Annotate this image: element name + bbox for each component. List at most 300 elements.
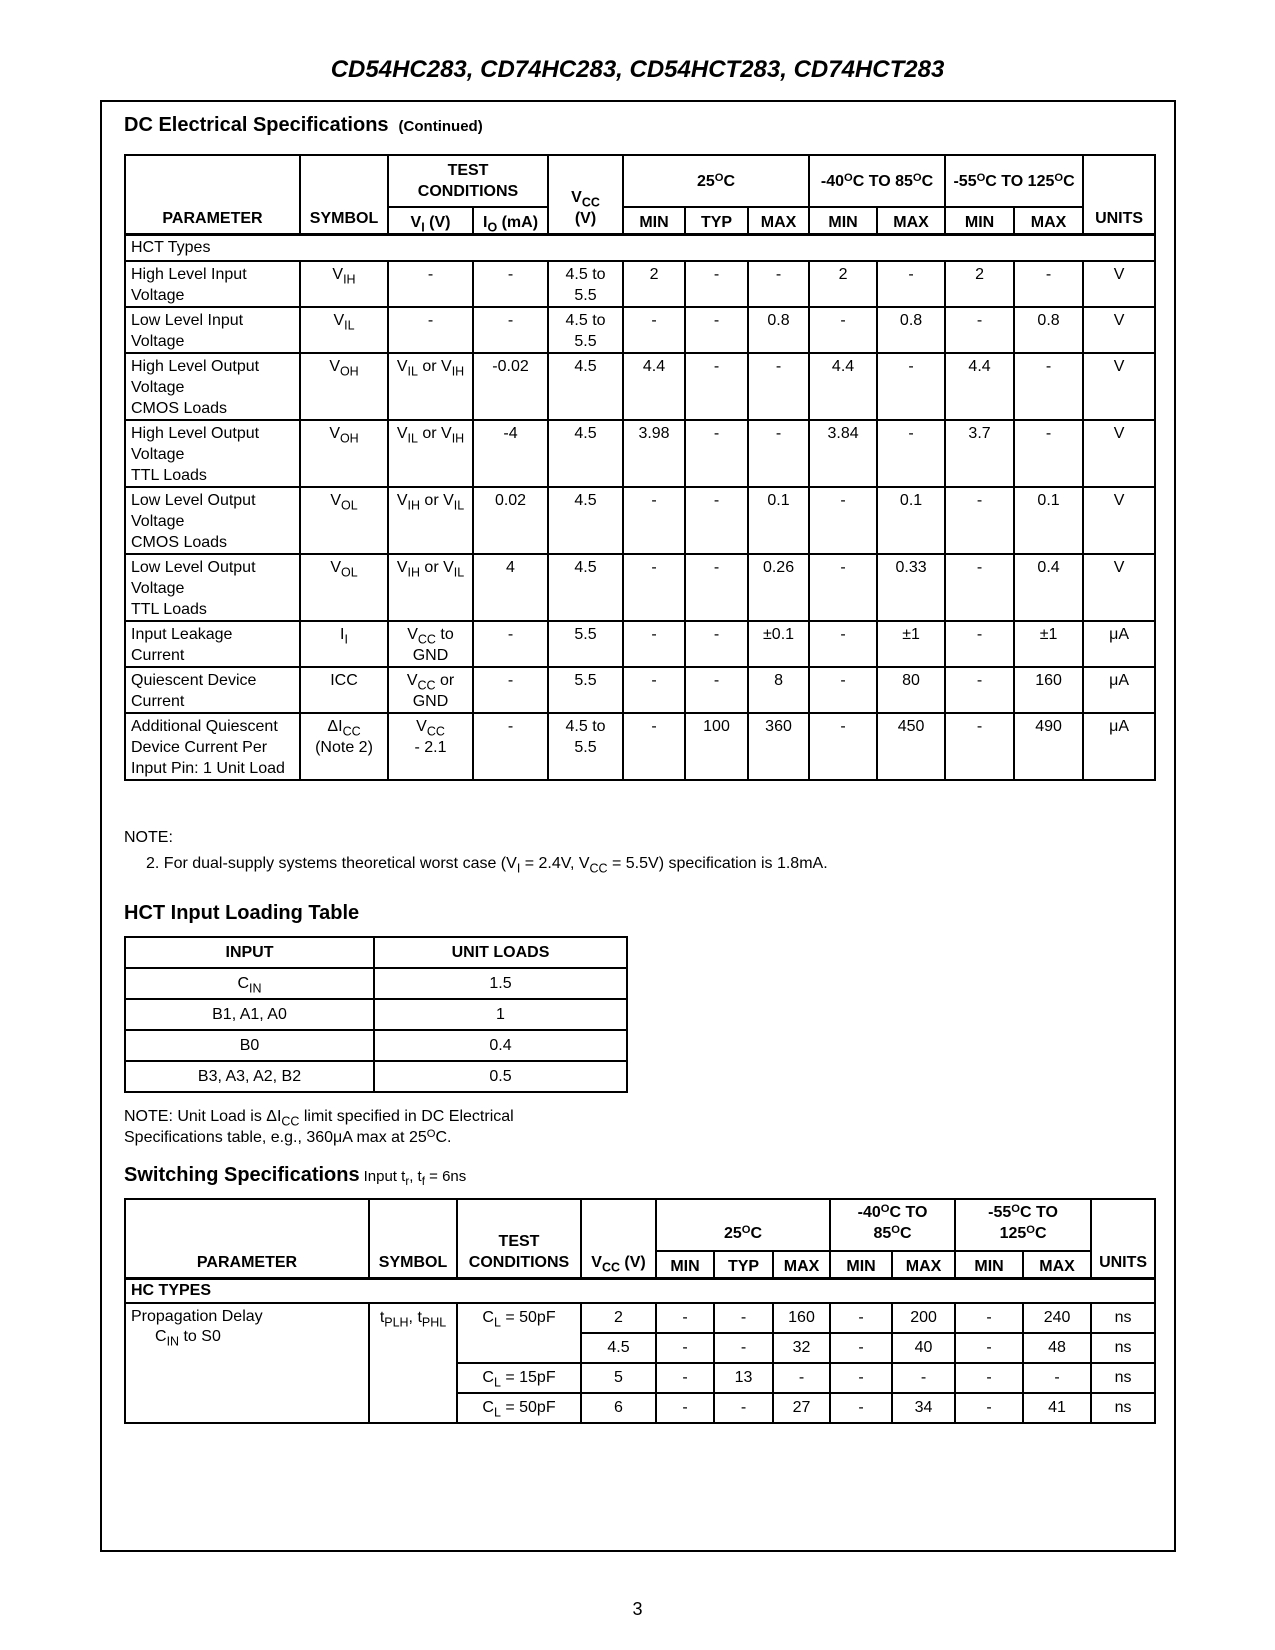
dc-value: - [623, 621, 685, 667]
dc-h-55c-125c [945, 155, 1083, 207]
sw-value: - [714, 1303, 773, 1333]
dc-value: - [685, 307, 748, 353]
sw-h-max-125: MAX [1023, 1251, 1091, 1278]
dc-value: 450 [877, 713, 945, 780]
dc-value: 490 [1014, 713, 1083, 780]
dc-cond-io: 4 [473, 554, 548, 621]
load-h-input: INPUT [125, 937, 374, 968]
sw-h-55-c: C [1020, 1204, 1032, 1221]
c1: CC [426, 724, 445, 739]
dc-h-parameter: PARAMETER [125, 155, 300, 234]
dc-cond-io: - [473, 261, 548, 307]
c3: IH [451, 364, 465, 379]
c-gnd: GND [412, 647, 449, 664]
dc-units: V [1083, 353, 1155, 420]
dc-h-test-conditions [388, 155, 548, 207]
sw-h-min-25: MIN [656, 1251, 714, 1278]
dc-vcc-line1: 4.5 [574, 492, 597, 509]
dc-sym-sub: IL [344, 318, 355, 333]
dc-units: V [1083, 261, 1155, 307]
dc-row [125, 261, 1155, 307]
sw-h-85-num: 85 [873, 1225, 892, 1242]
sw-sub-t0: Input t [363, 1168, 406, 1185]
dc-continued: (Continued) [398, 118, 483, 135]
sw-h-40-num: -40 [857, 1204, 881, 1221]
sw-h-40-to: TO [901, 1204, 928, 1221]
dc-sym-main: I [340, 626, 345, 643]
sw-h-40-c: C [889, 1204, 902, 1221]
dc-h-125-deg: O [1054, 171, 1064, 184]
dc-cond-vi [388, 667, 473, 713]
load-unit-value: 1 [374, 999, 627, 1030]
dc-value: - [685, 487, 748, 554]
switching-section-title [124, 1164, 466, 1187]
c0: V [406, 672, 418, 689]
dc-value: 2 [809, 261, 877, 307]
sw-h-40-deg: O [880, 1202, 890, 1215]
sw-c2: = 50pF [500, 1308, 556, 1326]
dc-param-line3: TTL Loads [131, 467, 207, 484]
switching-spec-table [124, 1198, 1156, 1424]
sw-value: - [955, 1333, 1023, 1363]
sw-h-parameter: PARAMETER [125, 1199, 369, 1278]
dc-h-min-125: MIN [945, 207, 1014, 234]
load-input-text: B0 [239, 1037, 260, 1054]
dc-vcc [548, 487, 623, 554]
sw-value: - [1023, 1363, 1091, 1393]
dc-value: - [809, 307, 877, 353]
sw-value: 48 [1023, 1333, 1091, 1363]
dc-h-85-c: C [921, 172, 934, 190]
dc-param-line2: Current [131, 693, 185, 710]
dc-symbol [300, 621, 388, 667]
sw-value: - [892, 1363, 955, 1393]
load-input [125, 968, 374, 999]
sw-units: ns [1091, 1363, 1155, 1393]
dc-h-conditions: CONDITIONS [417, 183, 519, 200]
dc-value: 2 [945, 261, 1014, 307]
sw-value: 27 [773, 1393, 830, 1423]
dc-cond-vi [388, 307, 473, 353]
loading-section-title: HCT Input Loading Table [124, 902, 360, 924]
sw-h-25-deg: O [741, 1223, 751, 1236]
dc-value: ±0.1 [748, 621, 809, 667]
dc-param-line1: Additional Quiescent [131, 718, 278, 735]
dc-h-55-c: C [985, 172, 997, 190]
dc-vcc-line1: 4.5 to [565, 266, 606, 283]
dc-sym-sub: IH [343, 272, 356, 287]
dc-vcc [548, 621, 623, 667]
dc-value: - [945, 667, 1014, 713]
dc-value: - [748, 353, 809, 420]
dc-symbol [300, 554, 388, 621]
sw-c1: L [493, 1314, 501, 1329]
dc-param [125, 420, 300, 487]
dc-vcc-line1: 5.5 [574, 626, 597, 643]
sw-cond [457, 1363, 581, 1393]
dc-h-max-25: MAX [748, 207, 809, 234]
sw-value: - [714, 1333, 773, 1363]
c2: or V [419, 559, 454, 576]
dc-value: - [877, 353, 945, 420]
sw-h-units: UNITS [1091, 1199, 1155, 1278]
sw-value: - [773, 1363, 830, 1393]
sw-c0: C [482, 1368, 494, 1386]
dc-param [125, 713, 300, 780]
sw-param-line2 [131, 1327, 221, 1348]
dc-vcc [548, 667, 623, 713]
dc-param [125, 667, 300, 713]
dc-value: - [685, 621, 748, 667]
dc-cond-vi [388, 621, 473, 667]
dc-param [125, 621, 300, 667]
dc-value: - [623, 667, 685, 713]
dc-h-vi-sub: I [421, 219, 425, 234]
sw-value: 41 [1023, 1393, 1091, 1423]
dc-value: 0.8 [748, 307, 809, 353]
dc-vcc [548, 307, 623, 353]
sw-value: - [830, 1303, 892, 1333]
sw-h-125-c: C [1034, 1225, 1047, 1242]
dc-value: - [945, 487, 1014, 554]
sw-h-conditions: CONDITIONS [468, 1253, 570, 1271]
dc-units: μA [1083, 713, 1155, 780]
sw-row [125, 1303, 1155, 1333]
dc-units: V [1083, 554, 1155, 621]
sw-h-vcc-v: V [591, 1253, 602, 1271]
dc-vcc [548, 554, 623, 621]
sw-sub-t2: , t [409, 1168, 422, 1185]
sw-h-test-conditions [457, 1199, 581, 1278]
dc-param-line1: High Level Output [131, 425, 260, 442]
dc-sym-sub: OL [341, 498, 358, 513]
dc-vcc-line2: 5.5 [574, 333, 597, 350]
sw-h-25-c: C [750, 1225, 763, 1242]
dc-row [125, 667, 1155, 713]
sw-h-55c-125c [955, 1199, 1091, 1251]
c1: CC [417, 678, 436, 693]
dc-symbol [300, 307, 388, 353]
dc-symbol [300, 667, 388, 713]
dc-row [125, 487, 1155, 554]
dc-value: - [748, 261, 809, 307]
dc-vcc [548, 353, 623, 420]
dc-vcc-line1: 5.5 [574, 672, 597, 689]
sw-cond [457, 1393, 581, 1423]
dc-value: - [623, 487, 685, 554]
sw-value: 32 [773, 1333, 830, 1363]
dc-value: 80 [877, 667, 945, 713]
dc-h-min-85: MIN [809, 207, 877, 234]
dc-sym-sub: CC [342, 724, 361, 739]
sw-h-symbol: SYMBOL [369, 1199, 457, 1278]
sw-group-hc-types: HC TYPES [125, 1278, 1155, 1303]
dc-param-line1: Low Level Output [131, 492, 256, 509]
dc-value: 3.84 [809, 420, 877, 487]
dc-param-line2: Voltage [131, 446, 185, 463]
dc-h-typ-25: TYP [685, 207, 748, 234]
sw-h-85-deg: O [891, 1223, 900, 1236]
dc-cond-io: - [473, 713, 548, 780]
sw-param [125, 1303, 369, 1423]
sw-value: - [830, 1333, 892, 1363]
dc-value: - [945, 621, 1014, 667]
sw-s0: t [379, 1308, 385, 1326]
sw-vcc: 4.5 [581, 1333, 656, 1363]
sw-value: 200 [892, 1303, 955, 1333]
dc-h-40-num: -40 [820, 172, 845, 190]
dc-value: - [809, 487, 877, 554]
load-input-text: B1, A1, A0 [212, 1006, 287, 1023]
c0: V [396, 358, 408, 375]
sw-vcc: 5 [581, 1363, 656, 1393]
sw-h-55-num: -55 [988, 1204, 1012, 1221]
c0: V [407, 626, 418, 643]
dc-value: 4.4 [623, 353, 685, 420]
dc-h-55-deg: O [976, 171, 986, 184]
dc-value: ±1 [877, 621, 945, 667]
dc-sym-sub: I [344, 632, 348, 647]
dc-units: μA [1083, 667, 1155, 713]
c-minus: - 2.1 [414, 739, 447, 756]
dc-param-line2: Device Current Per [131, 739, 268, 756]
sw-title-text: Switching Specifications [124, 1164, 360, 1186]
sw-h-25c [656, 1199, 830, 1251]
c3: IL [453, 565, 465, 580]
dc-param-line3: CMOS Loads [131, 400, 228, 417]
c0: V [396, 425, 408, 442]
sw-h-25-num: 25 [723, 1225, 742, 1242]
dc-section-title [124, 114, 483, 137]
dc-value: - [685, 261, 748, 307]
dc-value: 0.1 [748, 487, 809, 554]
dc-h-min-25: MIN [623, 207, 685, 234]
sw-h-max-85: MAX [892, 1251, 955, 1278]
dc-cond-vi: - [427, 312, 434, 329]
sw-c2: = 15pF [500, 1368, 556, 1386]
dc-value: 0.8 [1014, 307, 1083, 353]
sw-h-85-c: C [900, 1225, 912, 1242]
load-note-t3: Specifications table, e.g., 360μA max at 25 [124, 1129, 427, 1146]
dc-value: - [748, 420, 809, 487]
dc-param-line1: High Level Output [131, 358, 260, 375]
load-input [125, 999, 374, 1030]
load-input-sub: IN [249, 981, 262, 996]
sw-p2-0: C [155, 1327, 167, 1345]
sw-param-line1: Propagation Delay [131, 1307, 263, 1325]
dc-sym-main: V [329, 425, 340, 442]
dc-h-io-unit: (mA) [497, 213, 539, 231]
dc-value: - [945, 307, 1014, 353]
dc-note-t0: 2. For dual-supply systems theoretical worst case (V [146, 855, 517, 872]
dc-value: 4.4 [945, 353, 1014, 420]
dc-units: V [1083, 420, 1155, 487]
dc-vcc-line2: 5.5 [574, 739, 597, 756]
dc-value: - [685, 420, 748, 487]
load-input [125, 1061, 374, 1092]
dc-note-t3: CC [589, 861, 608, 876]
sw-h-55-to: TO [1031, 1204, 1058, 1221]
dc-value: 0.8 [877, 307, 945, 353]
c1: CC [417, 632, 436, 647]
dc-sym-main: ICC [330, 672, 358, 689]
sw-value: - [830, 1393, 892, 1423]
dc-units: μA [1083, 621, 1155, 667]
c2: or V [417, 358, 452, 375]
dc-vcc [548, 713, 623, 780]
sw-input-rise-fall [363, 1168, 467, 1189]
dc-value: - [685, 667, 748, 713]
dc-cond-vi [388, 713, 473, 780]
dc-param-line1: Low Level Input [131, 312, 244, 329]
dc-h-test: TEST [447, 162, 489, 179]
dc-param [125, 261, 300, 307]
dc-param-line1: Low Level Output [131, 559, 256, 576]
dc-cond-vi [388, 554, 473, 621]
dc-sym-main: ΔI [327, 718, 343, 735]
sw-value: 40 [892, 1333, 955, 1363]
sw-h-min-125: MIN [955, 1251, 1023, 1278]
dc-h-25-c: C [723, 172, 736, 190]
input-loading-table [124, 936, 628, 1093]
dc-vcc-line2: 5.5 [574, 287, 597, 304]
dc-param-line1: Input Leakage [131, 626, 233, 643]
sw-s3: PHL [421, 1314, 447, 1329]
dc-sym-sub: OH [339, 431, 359, 446]
dc-cond-io: -4 [473, 420, 548, 487]
sw-value: - [656, 1393, 714, 1423]
c1: IL [407, 364, 418, 379]
dc-h-io-i: I [482, 213, 488, 231]
dc-param-line1: High Level Input [131, 266, 247, 283]
sw-c1: L [493, 1404, 501, 1419]
load-row [125, 968, 627, 999]
dc-value: - [685, 353, 748, 420]
load-unit-value: 0.4 [374, 1030, 627, 1061]
sw-c1: L [493, 1374, 501, 1389]
dc-cond-vi [388, 487, 473, 554]
dc-vcc-line1: 4.5 [574, 559, 597, 576]
dc-vcc-line1: 4.5 [574, 425, 597, 442]
dc-h-vcc [548, 155, 623, 234]
sw-h-55-deg: O [1011, 1202, 1020, 1215]
sw-h-max-25: MAX [773, 1251, 830, 1278]
sw-h-125-deg: O [1026, 1223, 1035, 1236]
dc-row [125, 713, 1155, 780]
load-h-unit-loads: UNIT LOADS [374, 937, 627, 968]
sw-value: 34 [892, 1393, 955, 1423]
dc-note-t1: I [516, 861, 521, 876]
sw-units: ns [1091, 1333, 1155, 1363]
dc-sym-note: (Note 2) [315, 739, 373, 756]
dc-h-85-num: TO 85 [864, 172, 913, 190]
sw-h-40c-85c [830, 1199, 955, 1251]
dc-param-line3: CMOS Loads [131, 534, 228, 551]
c1: IH [407, 498, 420, 513]
load-note-t1: CC [281, 1114, 300, 1129]
dc-value: 100 [685, 713, 748, 780]
dc-param [125, 554, 300, 621]
sw-value: - [656, 1363, 714, 1393]
c1: IL [407, 431, 418, 446]
dc-sym-sub: OH [339, 364, 359, 379]
c2: or V [417, 425, 452, 442]
load-note-t5: C. [435, 1129, 452, 1146]
sw-sub-t3: f [421, 1175, 425, 1189]
dc-value: 2 [623, 261, 685, 307]
dc-value: - [1014, 353, 1083, 420]
dc-param-line2: Voltage [131, 513, 185, 530]
dc-value: - [623, 713, 685, 780]
dc-note-label: NOTE: [124, 829, 173, 846]
page-number: 3 [632, 1599, 643, 1619]
dc-value: - [623, 554, 685, 621]
dc-row [125, 554, 1155, 621]
dc-row [125, 307, 1155, 353]
sw-units: ns [1091, 1393, 1155, 1423]
sw-symbol [369, 1303, 457, 1423]
dc-h-io-sub: O [487, 219, 498, 234]
dc-param [125, 353, 300, 420]
dc-value: ±1 [1014, 621, 1083, 667]
dc-h-40c-85c [809, 155, 945, 207]
dc-h-40-c: C [852, 172, 865, 190]
dc-h-vi-v: V [410, 213, 422, 231]
load-input-text: C [237, 975, 250, 992]
dc-value: - [1014, 420, 1083, 487]
dc-param-line2: Voltage [131, 287, 185, 304]
dc-h-25-num: 25 [697, 172, 715, 190]
c1: IH [407, 565, 420, 580]
sw-h-test: TEST [498, 1232, 540, 1250]
dc-param-line1: Quiescent Device [131, 672, 257, 689]
dc-h-vcc-v: V [571, 188, 582, 206]
sw-value: 240 [1023, 1303, 1091, 1333]
c3: IH [451, 431, 465, 446]
dc-spec-table [124, 154, 1156, 781]
dc-h-25c [623, 155, 809, 207]
dc-h-symbol: SYMBOL [300, 155, 388, 234]
dc-value: 3.7 [945, 420, 1014, 487]
dc-value: 0.26 [748, 554, 809, 621]
dc-value: - [623, 307, 685, 353]
dc-row [125, 353, 1155, 420]
sw-c0: C [482, 1308, 494, 1326]
load-row [125, 999, 627, 1030]
dc-param-line2: Current [131, 647, 185, 664]
dc-cond-io: -0.02 [473, 353, 548, 420]
dc-value: - [877, 261, 945, 307]
sw-value: 13 [714, 1363, 773, 1393]
c0: V [396, 492, 408, 509]
dc-sym-main: V [333, 312, 345, 329]
dc-units: V [1083, 487, 1155, 554]
dc-h-vi-unit: (V) [424, 213, 451, 231]
dc-vcc [548, 420, 623, 487]
dc-h-max-85: MAX [877, 207, 945, 234]
c-gnd: GND [412, 693, 449, 710]
dc-vcc-line1: 4.5 to [565, 312, 606, 329]
sw-h-typ-25: TYP [714, 1251, 773, 1278]
dc-h-85-deg: O [912, 171, 922, 184]
load-unit-value: 1.5 [374, 968, 627, 999]
sw-vcc: 2 [581, 1303, 656, 1333]
dc-cond-io: - [473, 307, 548, 353]
sw-s2: , t [408, 1308, 422, 1326]
sw-value: - [955, 1363, 1023, 1393]
dc-h-55-num: -55 [953, 172, 977, 190]
dc-param [125, 487, 300, 554]
